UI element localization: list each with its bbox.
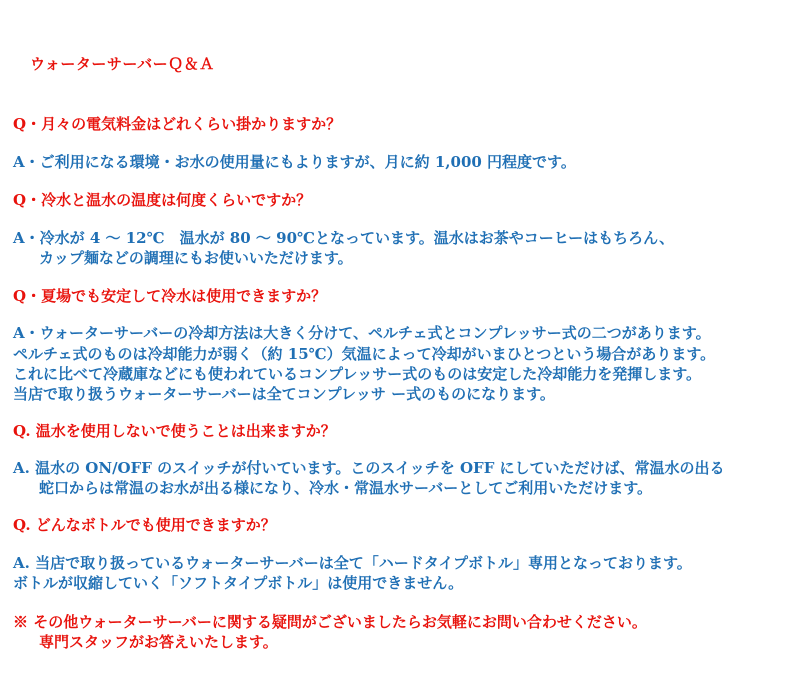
- answer-1-line-1: A・ご利用になる環境・お水の使用量にもよりますが、月に約 1,000 円程度です。: [13, 153, 576, 171]
- answer-3-line-4: 当店で取り扱うウォーターサーバーは全てコンプレッサ ー式のものになります。: [13, 385, 555, 403]
- question-1: Q・月々の電気料金はどれくらい掛かりますか？: [13, 115, 342, 133]
- question-2: Q・冷水と温水の温度は何度くらいですか？: [13, 191, 312, 209]
- answer-4-line-2: 蛇口からは常温のお水が出る様になり、冷水・常温水サーバーとしてご利用いただけます。: [39, 479, 653, 497]
- question-5: Q. どんなボトルでも使用できますか？: [13, 516, 276, 534]
- answer-2-line-1: A・冷水が 4 ～ 12℃ 温水が 80 ～ 90℃となっています。温水はお茶やコーヒーはもちろん、: [13, 229, 675, 247]
- question-4: Q. 温水を使用しないで使うことは出来ますか？: [13, 422, 336, 440]
- answer-2-line-2: カップ麺などの調理にもお使いいただけます。: [39, 249, 353, 267]
- question-3: Q・夏場でも安定して冷水は使用できますか？: [13, 287, 327, 305]
- answer-3-line-1: A・ウォーターサーバーの冷却方法は大きく分けて、ペルチェ式とコンプレッサー式の二つがあります。: [13, 324, 711, 342]
- answer-5-line-2: ボトルが収縮していく「ソフトタイプボトル」は使用できません。: [13, 574, 464, 592]
- answer-4-line-1: A. 温水の ON/OFF のスイッチが付いています。このスイッチを OFF にしていただけば、常温水の出る: [13, 459, 725, 477]
- answer-3-line-3: これに比べて冷蔵庫などにも使われているコンプレッサー式のものは安定した冷却能力を発揮します。: [13, 365, 702, 383]
- answer-3-line-2: ペルチェ式のものは冷却能力が弱く（約 15℃）気温によって冷却がいまひとつという場合があります。: [13, 345, 716, 363]
- answer-5-line-1: A. 当店で取り扱っているウォーターサーバーは全て「ハードタイプボトル」専用となっております。: [13, 554, 692, 572]
- note-line-1: ※ その他ウォーターサーバーに関する疑問がございましたらお気軽にお問い合わせください。: [13, 613, 647, 631]
- note-line-2: 専門スタッフがお答えいたします。: [39, 633, 278, 651]
- page-title: ウォーターサーバーＱ＆Ａ: [30, 55, 215, 73]
